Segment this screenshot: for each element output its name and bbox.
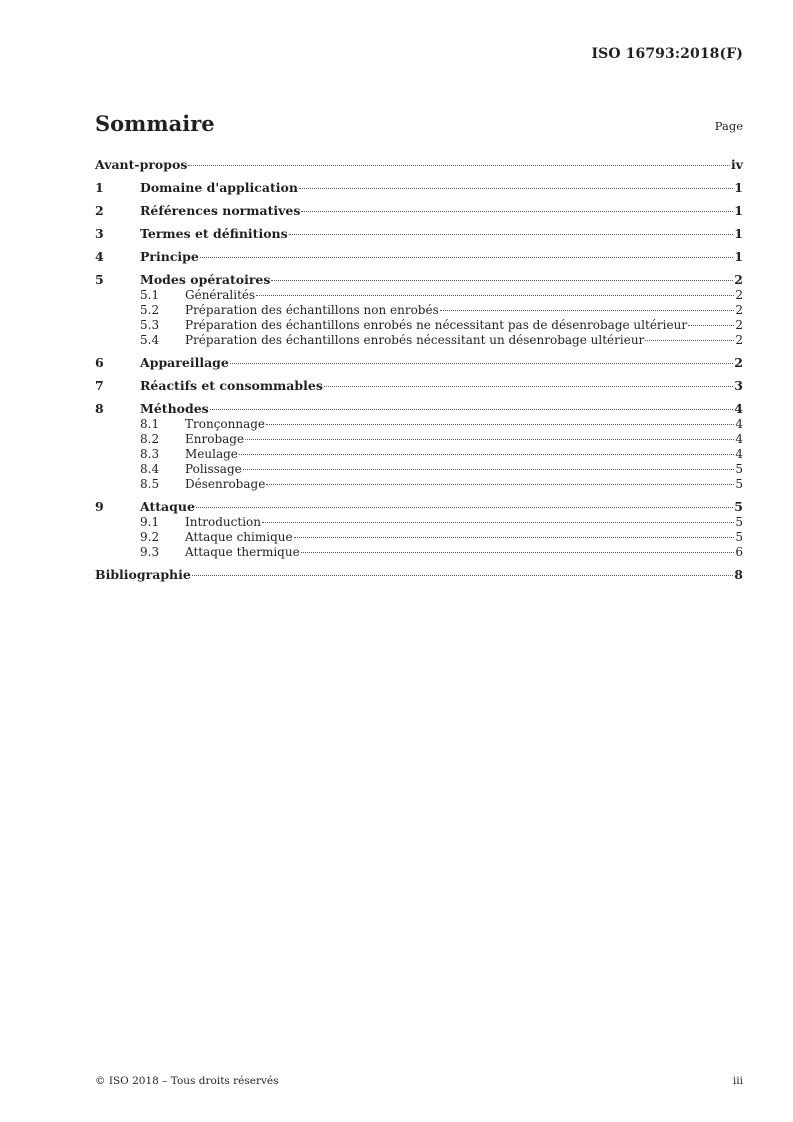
toc-entry-number: 5.3	[140, 318, 160, 332]
toc-entry-number: 1	[95, 180, 104, 195]
toc-entry-title: Appareillage	[140, 355, 229, 370]
dot-leader	[200, 257, 733, 258]
toc-entry-number: 7	[95, 378, 104, 393]
toc-entry-title: Préparation des échantillons enrobés ne nécessitant pas de désenrobage ultérieur	[185, 318, 688, 332]
toc-subentry[interactable]	[95, 303, 743, 318]
toc-entry-page: 6	[735, 545, 743, 559]
toc-entry[interactable]	[95, 566, 743, 583]
toc-entry-title: Principe	[140, 249, 199, 264]
toc-subentry[interactable]	[95, 318, 743, 333]
toc-entry-number: 8	[95, 401, 104, 416]
toc-entry-number: 5.2	[140, 303, 160, 317]
toc-subentry[interactable]	[95, 545, 743, 560]
toc-entry[interactable]	[95, 225, 743, 242]
toc-entry-page: 1	[734, 249, 743, 264]
dot-leader	[271, 280, 733, 281]
dot-leader	[289, 234, 734, 235]
dot-leader	[196, 507, 733, 508]
toc-entry-title: Méthodes	[140, 401, 209, 416]
toc-entry-title: Attaque chimique	[185, 530, 293, 544]
toc-entry-page: 5	[735, 530, 743, 544]
toc-entry[interactable]	[95, 400, 743, 417]
toc-subentry[interactable]	[95, 432, 743, 447]
toc-entry-page: 4	[735, 447, 743, 461]
footer-page-number: iii	[732, 1075, 743, 1087]
toc-entry-page: 2	[734, 272, 743, 287]
dot-leader	[192, 575, 733, 576]
toc-entry-number: 3	[95, 226, 104, 241]
toc-heading: Sommaire	[95, 111, 215, 136]
toc-entry-page: 5	[735, 477, 743, 491]
dot-leader	[440, 310, 735, 311]
toc-entry-number: 8.4	[140, 462, 160, 476]
dot-leader	[256, 295, 734, 296]
page-column-label: Page	[714, 119, 743, 133]
toc-entry-number: 8.5	[140, 477, 160, 491]
toc-subentry[interactable]	[95, 288, 743, 303]
toc-entry[interactable]	[95, 202, 743, 219]
toc-subentry[interactable]	[95, 462, 743, 477]
dot-leader	[188, 165, 730, 166]
dot-leader	[294, 537, 735, 538]
toc-entry-page: 8	[734, 567, 743, 582]
footer-copyright: © ISO 2018 – Tous droits réservés	[95, 1075, 279, 1087]
toc-entry-number: 9.1	[140, 515, 160, 529]
dot-leader	[245, 439, 734, 440]
toc-entry-title: Attaque thermique	[185, 545, 300, 559]
toc-entry-title: Meulage	[185, 447, 238, 461]
toc-entry-page: 1	[734, 226, 743, 241]
dot-leader	[230, 363, 733, 364]
toc-entry-number: 9.3	[140, 545, 160, 559]
toc-entry[interactable]	[95, 179, 743, 196]
toc-entry-title: Attaque	[140, 499, 195, 514]
toc-subentry[interactable]	[95, 515, 743, 530]
toc-entry-page: 5	[735, 462, 743, 476]
toc-entry-page: 2	[735, 318, 743, 332]
toc-entry-page: 4	[735, 417, 743, 431]
toc-entry-number: 2	[95, 203, 104, 218]
toc-subentry[interactable]	[95, 477, 743, 492]
toc-entry-number: 8.1	[140, 417, 160, 431]
toc-entry-title: Références normatives	[140, 203, 301, 218]
document-id: ISO 16793:2018(F)	[591, 46, 743, 62]
table-of-contents	[95, 156, 743, 583]
toc-entry[interactable]	[95, 271, 743, 288]
toc-entry-page: 2	[735, 288, 743, 302]
toc-entry-number: 5	[95, 272, 104, 287]
toc-entry-page: 5	[734, 499, 743, 514]
toc-entry-title: Désenrobage	[185, 477, 266, 491]
toc-entry-page: 2	[734, 355, 743, 370]
toc-entry-title: Tronçonnage	[185, 417, 266, 431]
toc-entry[interactable]	[95, 498, 743, 515]
toc-entry-page: 4	[735, 432, 743, 446]
dot-leader	[324, 386, 733, 387]
toc-entry-number: 8.2	[140, 432, 160, 446]
toc-entry-title: Réactifs et consommables	[140, 378, 323, 393]
dot-leader	[301, 552, 735, 553]
toc-subentry[interactable]	[95, 447, 743, 462]
toc-entry-title: Domaine d'application	[140, 180, 298, 195]
toc-entry-title: Modes opératoires	[140, 272, 271, 287]
dot-leader	[688, 325, 734, 326]
toc-entry-title: Introduction	[185, 515, 261, 529]
toc-entry-page: 1	[734, 180, 743, 195]
toc-entry-page: 4	[734, 401, 743, 416]
dot-leader	[262, 522, 734, 523]
toc-subentry[interactable]	[95, 530, 743, 545]
toc-entry-title: Polissage	[185, 462, 242, 476]
toc-entry[interactable]	[95, 248, 743, 265]
dot-leader	[266, 424, 734, 425]
dot-leader	[266, 484, 734, 485]
dot-leader	[301, 211, 733, 212]
dot-leader	[299, 188, 733, 189]
toc-entry[interactable]	[95, 354, 743, 371]
toc-subentry[interactable]	[95, 417, 743, 432]
toc-entry-page: 1	[734, 203, 743, 218]
toc-entry-number: 5.1	[140, 288, 160, 302]
toc-entry-page: 2	[735, 333, 743, 347]
toc-entry[interactable]	[95, 156, 743, 173]
toc-entry-number: 4	[95, 249, 104, 264]
toc-entry-number: 9	[95, 499, 104, 514]
toc-subentry[interactable]	[95, 333, 743, 348]
toc-entry-number: 6	[95, 355, 104, 370]
toc-entry-title: Préparation des échantillons non enrobés	[185, 303, 439, 317]
toc-entry-page: 2	[735, 303, 743, 317]
toc-entry-title: Enrobage	[185, 432, 245, 446]
dot-leader	[239, 454, 734, 455]
toc-entry-title: Préparation des échantillons enrobés nécessitant un désenrobage ultérieur	[185, 333, 645, 347]
toc-entry-title: Avant-propos	[95, 157, 188, 172]
toc-entry-title: Généralités	[185, 288, 256, 302]
dot-leader	[645, 340, 734, 341]
toc-entry-page: 5	[735, 515, 743, 529]
toc-entry-title: Bibliographie	[95, 567, 191, 582]
dot-leader	[210, 409, 734, 410]
toc-entry-number: 8.3	[140, 447, 160, 461]
toc-entry[interactable]	[95, 377, 743, 394]
toc-entry-title: Termes et définitions	[140, 226, 288, 241]
dot-leader	[243, 469, 735, 470]
toc-entry-number: 9.2	[140, 530, 160, 544]
toc-entry-page: 3	[734, 378, 743, 393]
toc-entry-page: iv	[730, 157, 743, 172]
toc-entry-number: 5.4	[140, 333, 160, 347]
